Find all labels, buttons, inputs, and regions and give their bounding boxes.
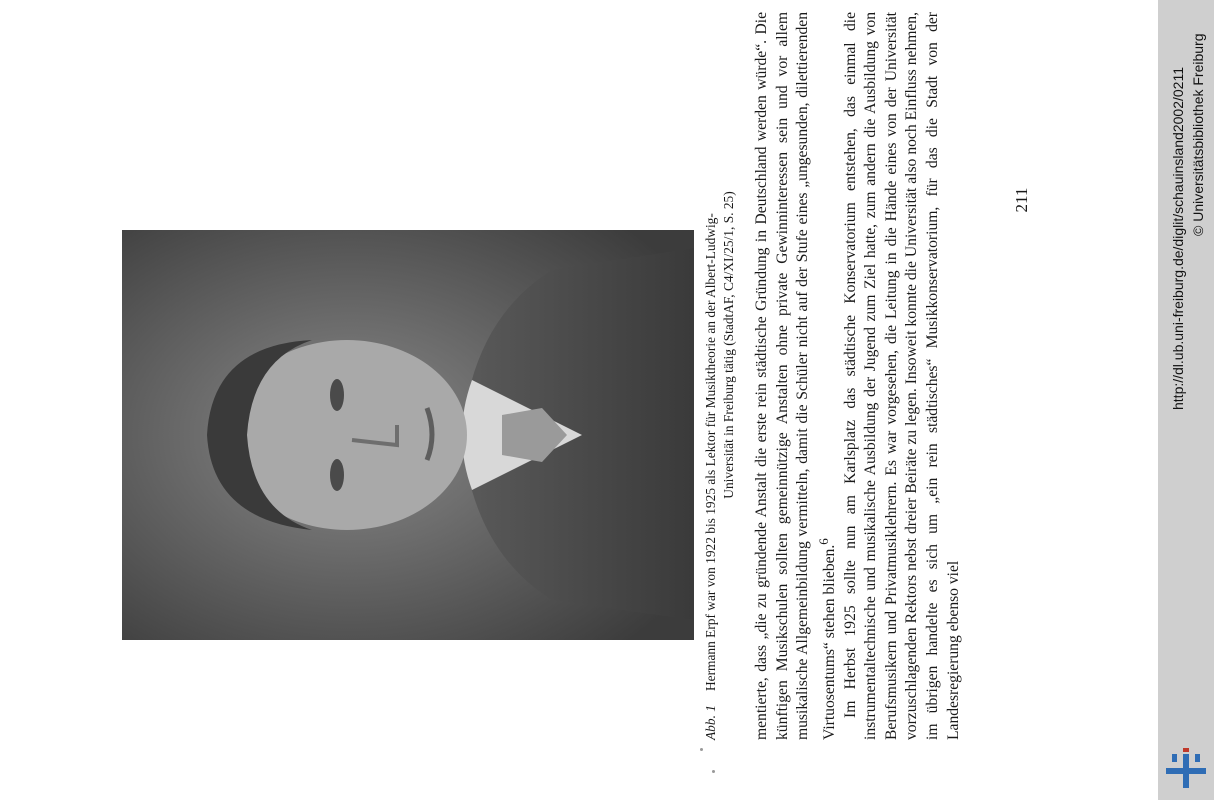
portrait-photo	[122, 230, 694, 640]
ub-freiburg-logo-icon	[1164, 748, 1208, 788]
caption-line-1: Hermann Erpf war von 1922 bis 1925 als Lektor für Musiktheorie an der Albert-Ludwig-	[703, 213, 718, 692]
paragraph-2: Im Herbst 1925 sollte nun am Karlsplatz das städtische Konservatorium entstehen, das einmal die instrumentaltechnische und musikalische Ausbildung der Jugend zum Ziel hatte, zum andern die Ausbildung von Berufsmusikern und Privatmusiklehrern. Es war vorgesehen, die Leitung in die Hände eines von der Universität vorzuschlagenden Rektors nebst dreier Beiräte zu legen. Insoweit konnte die Universität also noch Einfluss nehmen, im übrigen handelte es sich um „ein rein städtisches“ Musikkonservatorium, für das die Stadt von der Landesregierung ebenso viel	[841, 12, 962, 740]
figure-caption	[702, 20, 738, 740]
caption-line-2: Universität in Freiburg tätig (StadtAF, C4/XI/25/1, S. 25)	[721, 191, 736, 499]
speck	[712, 770, 715, 773]
copyright-notice: © Universitätsbibliothek Freiburg	[1190, 33, 1206, 236]
portrait-image	[122, 230, 694, 640]
paragraph-1	[752, 12, 841, 740]
body-text	[752, 12, 964, 740]
figure-label: Abb. 1	[703, 705, 718, 740]
source-url[interactable]: http://dl.ub.uni-freiburg.de/diglit/schauinsland2002/0211	[1170, 67, 1186, 410]
page-number: 211	[1012, 187, 1031, 213]
speck	[700, 748, 703, 751]
paragraph-1-text: mentierte, dass „die zu gründende Anstalt die erste rein städtische Gründung in Deutschland werden würde“. Die künftigen Musikschulen sollten gemeinnützige Anstalten ohne private Gewinninteressen sein und vor allem musikalische Allgemeinbildung vermitteln, damit die Schüler nicht auf der Stufe eines „ungesunden, dilettierenden Virtuosentums“ stehen blieben.	[753, 12, 838, 740]
footnote-ref: 6	[815, 538, 831, 545]
